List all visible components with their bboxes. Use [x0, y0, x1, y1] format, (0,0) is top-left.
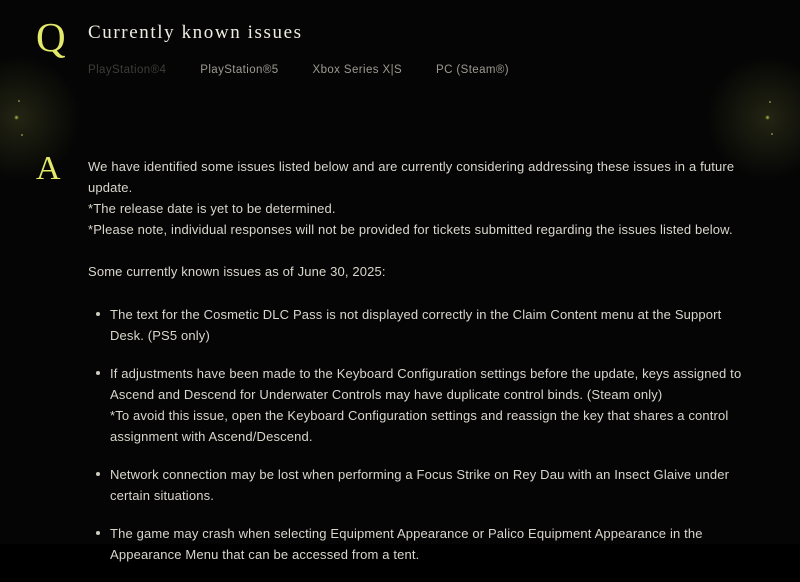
- answer-body: [88, 156, 748, 582]
- decorative-dot-icon: [769, 101, 771, 103]
- list-item: [110, 304, 748, 346]
- platform-tag-ps4: PlayStation®4: [88, 64, 167, 76]
- decorative-dot-icon: [771, 133, 773, 135]
- list-item: [110, 464, 748, 506]
- question-marker: Q: [36, 14, 66, 60]
- answer-marker: A: [36, 150, 61, 187]
- platform-tag-ps5: PlayStation®5: [200, 64, 279, 76]
- decorative-spark-right-icon: [765, 115, 770, 120]
- release-date-note: *The release date is yet to be determined.: [88, 201, 336, 216]
- issue-note: *To avoid this issue, open the Keyboard Configuration settings and reassign the key that shares a control assignment with Ascend/Descend.: [110, 408, 729, 444]
- issue-text: Network connection may be lost when performing a Focus Strike on Rey Dau with an Insect Glaive under certain situations.: [110, 467, 730, 503]
- issue-list: [88, 304, 748, 565]
- response-note: *Please note, individual responses will not be provided for tickets submitted regarding the issues listed below.: [88, 222, 733, 237]
- list-item: [110, 363, 748, 447]
- list-item: [110, 523, 748, 565]
- issue-text: The text for the Cosmetic DLC Pass is not displayed correctly in the Claim Content menu at the Support Desk. (PS5 only): [110, 307, 722, 343]
- platform-tag-xbox: Xbox Series X|S: [312, 64, 403, 76]
- decorative-dot-icon: [21, 134, 23, 136]
- page-title: Currently known issues: [88, 22, 303, 43]
- decorative-spark-left-icon: [14, 115, 19, 120]
- as-of-line: Some currently known issues as of June 30, 2025:: [88, 264, 386, 279]
- issue-text: The game may crash when selecting Equipment Appearance or Palico Equipment Appearance in the Appearance Menu that can be accessed from a tent.: [110, 526, 703, 562]
- platform-list: [88, 64, 509, 76]
- decorative-dot-icon: [18, 100, 20, 102]
- platform-tag-steam: PC (Steam®): [436, 64, 509, 76]
- issue-text: If adjustments have been made to the Keyboard Configuration settings before the update, keys assigned to Ascend and Descend for Underwater Controls may have duplicate control binds. (Steam only): [110, 366, 742, 402]
- intro-paragraph: We have identified some issues listed below and are currently considering addressing these issues in a future update.: [88, 159, 735, 195]
